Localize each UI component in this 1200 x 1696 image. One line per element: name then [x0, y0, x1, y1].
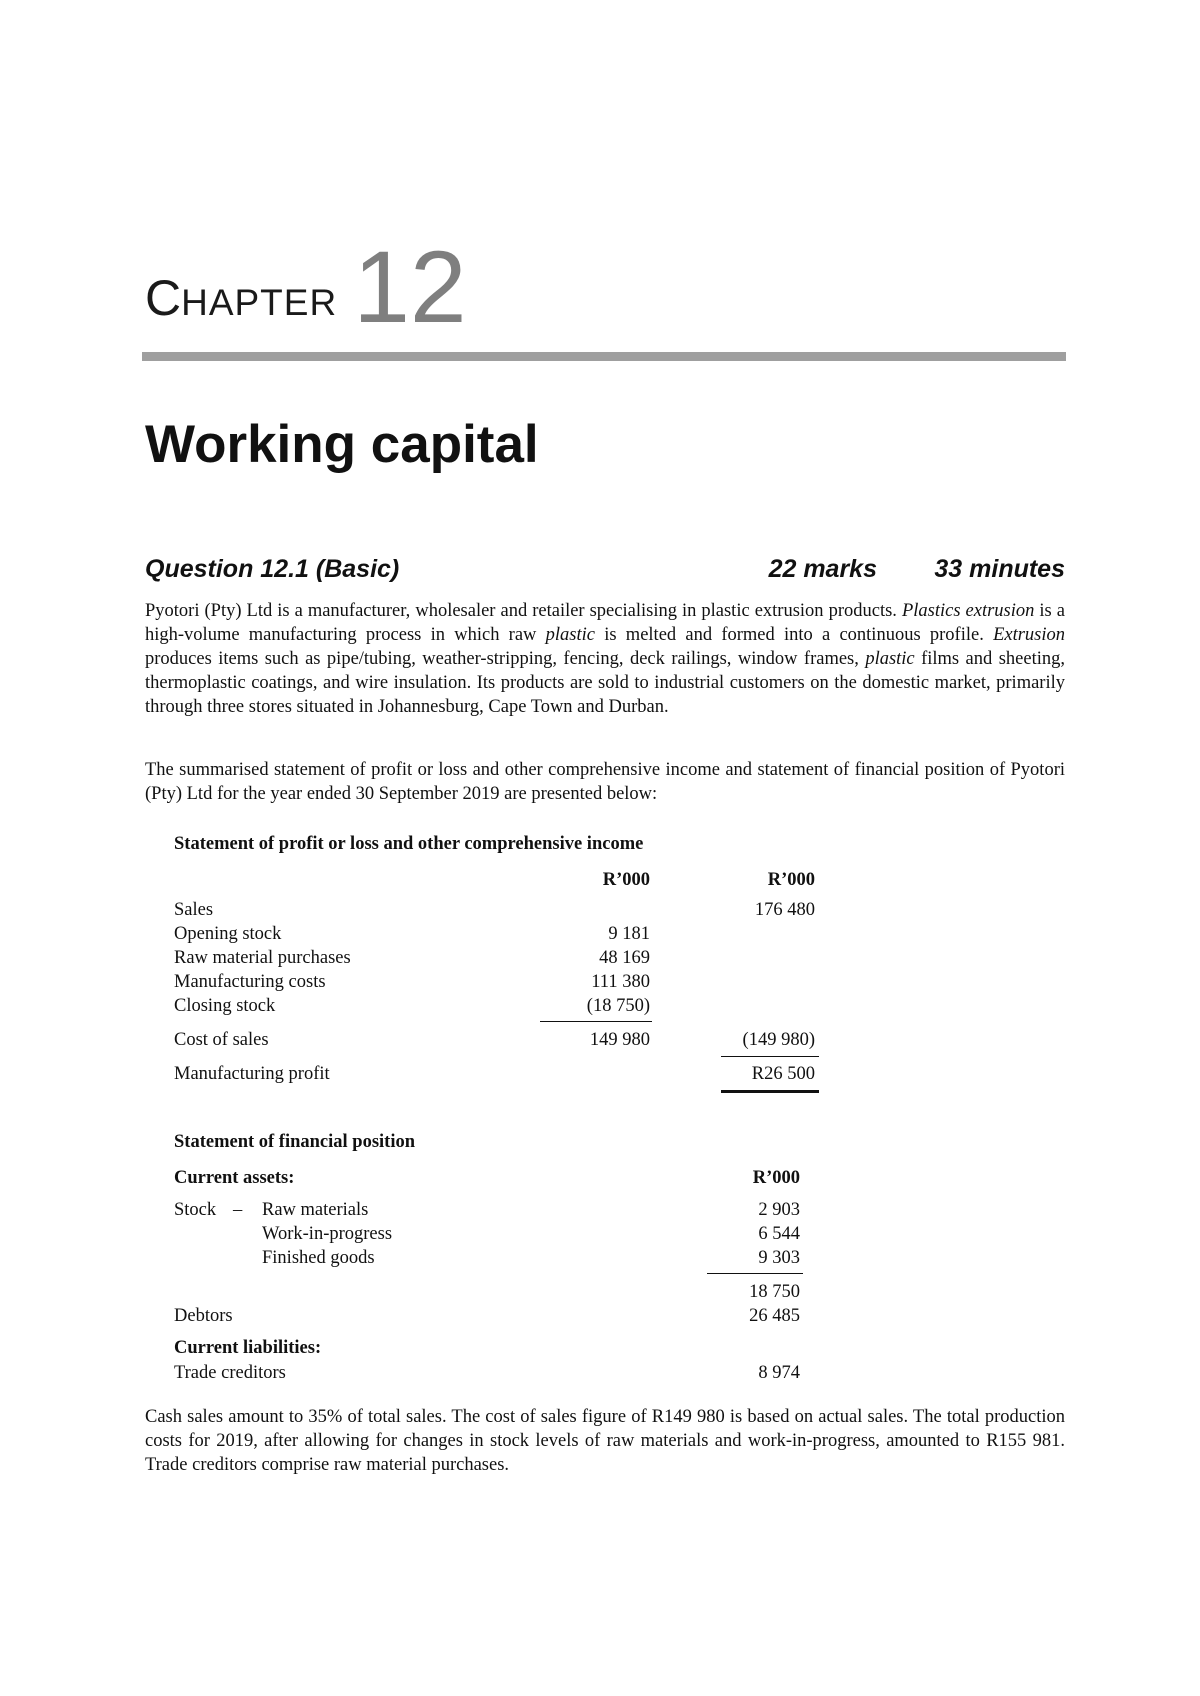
income-col1-header: R’000 — [602, 870, 650, 890]
chapter-title: Working capital — [145, 415, 539, 474]
work-in-progress-value: 6 544 — [758, 1224, 800, 1244]
income-statement-title: Statement of profit or loss and other comprehensive income — [174, 834, 644, 854]
intro-text-2: is a high-volume manufacturing process in which raw — [145, 601, 1065, 645]
income-col2-header: R’000 — [767, 870, 815, 890]
question-header — [145, 555, 1065, 589]
chapter-heading — [145, 222, 467, 344]
finished-goods-value: 9 303 — [758, 1248, 800, 1268]
debtors-value: 26 485 — [749, 1306, 800, 1326]
intro-text-5: films and sheeting, thermoplastic coatings, and wire insulation. Its products are sold to industrial customers on the domestic market, primarily through three stores situated in Johannesburg, Cape Town and Durban. — [145, 649, 1065, 717]
intro-text-1: Pyotori (Pty) Ltd is a manufacturer, wholesaler and retailer specialising in plastic extrusion products. — [145, 601, 902, 621]
question-label: Question 12.1 (Basic) — [145, 555, 400, 583]
sales-label: Sales — [174, 900, 214, 920]
intro-text-3: is melted and formed into a continuous profile. — [595, 625, 994, 645]
finished-goods-label: Finished goods — [262, 1248, 375, 1268]
intro-italic-4: plastic — [865, 649, 915, 669]
manufacturing-profit-value: R26 500 — [751, 1064, 815, 1084]
closing-stock-label: Closing stock — [174, 996, 276, 1016]
summary-paragraph: The summarised statement of profit or loss and other comprehensive income and statement of financial position of Pyotori (Pty) Ltd for the year ended 30 September 2019 are presented below: — [145, 760, 1065, 804]
current-liabilities-label: Current liabilities: — [174, 1338, 322, 1358]
chapter-number: 12 — [353, 230, 467, 344]
intro-italic-3: Extrusion — [993, 625, 1066, 645]
stock-label: Stock — [174, 1200, 217, 1220]
stock-total-rule — [707, 1273, 803, 1274]
cost-of-sales-label: Cost of sales — [174, 1030, 269, 1050]
profit-top-rule — [721, 1056, 819, 1057]
intro-italic-1: Plastics extrusion — [901, 601, 1035, 621]
current-assets-label: Current assets: — [174, 1168, 295, 1188]
question-time: 33 minutes — [934, 555, 1065, 583]
raw-material-purchases-label: Raw material purchases — [174, 948, 351, 968]
question-marks: 22 marks — [768, 555, 877, 583]
trade-creditors-value: 8 974 — [758, 1363, 800, 1383]
chapter-word-initial: C — [145, 270, 182, 326]
raw-material-purchases-value: 48 169 — [599, 948, 650, 968]
intro-paragraph — [145, 599, 1065, 719]
chapter-word-rest: HAPTER — [181, 282, 338, 323]
raw-materials-label: Raw materials — [262, 1200, 369, 1220]
cost-of-sales-col2: (149 980) — [742, 1030, 815, 1050]
opening-stock-label: Opening stock — [174, 924, 282, 944]
manufacturing-costs-label: Manufacturing costs — [174, 972, 326, 992]
work-in-progress-label: Work-in-progress — [262, 1224, 393, 1244]
closing-paragraph: Cash sales amount to 35% of total sales. The cost of sales figure of R149 980 is based on actual sales. The total production costs for 2019, after allowing for changes in stock levels of raw materials and work-in-progress, amounted to R155 981. Trade creditors comprise raw material purchases. — [145, 1407, 1065, 1475]
opening-stock-value: 9 181 — [608, 924, 650, 944]
chapter-divider — [142, 352, 1066, 361]
manufacturing-profit-label: Manufacturing profit — [174, 1064, 330, 1084]
raw-materials-value: 2 903 — [758, 1200, 800, 1220]
stock-dash: – — [233, 1200, 243, 1220]
stock-total-value: 18 750 — [749, 1282, 800, 1302]
trade-creditors-label: Trade creditors — [174, 1363, 286, 1383]
profit-double-rule — [721, 1090, 819, 1093]
closing-stock-value: (18 750) — [586, 996, 650, 1016]
intro-text-4: produces items such as pipe/tubing, weather-stripping, fencing, deck railings, window frames, — [145, 649, 866, 669]
intro-italic-2: plastic — [545, 625, 595, 645]
financial-col-header: R’000 — [752, 1168, 800, 1188]
debtors-label: Debtors — [174, 1306, 233, 1326]
subtotal-rule — [540, 1021, 652, 1022]
manufacturing-costs-value: 111 380 — [591, 972, 650, 992]
sales-value: 176 480 — [754, 900, 815, 920]
cost-of-sales-col1: 149 980 — [589, 1030, 650, 1050]
financial-position-title: Statement of financial position — [174, 1132, 416, 1152]
